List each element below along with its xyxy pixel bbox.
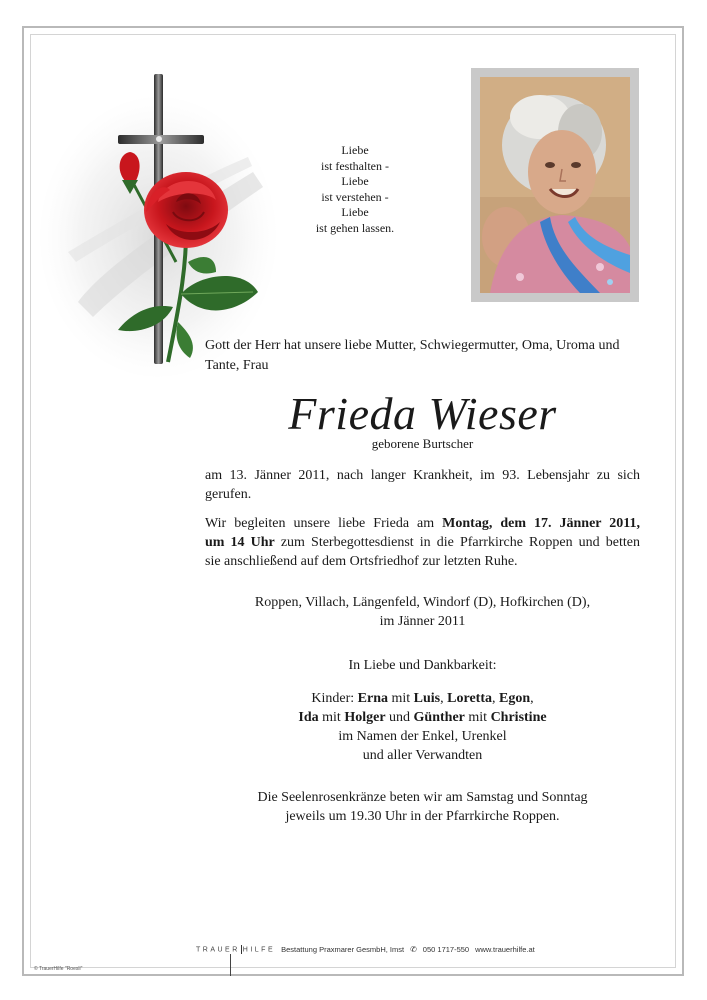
rosary-info [205,788,640,826]
poem-line: Liebe [341,205,369,219]
brand-left: TRAUER [196,945,240,953]
footer [196,942,535,956]
company-name: Bestattung Praxmarer GesmbH, Imst [281,944,405,954]
mourner-name: Ida [298,710,319,725]
poem-line: Liebe [341,143,369,157]
connector-text: mit [318,710,345,725]
funeral-paragraph [205,514,640,571]
poem-line: ist gehen lassen. [315,220,395,235]
mourners-list [205,689,640,765]
funeral-line-2 [205,533,640,552]
mourner-name: Loretta [447,691,492,706]
funeral-line-3: sie anschließend auf dem Ortsfriedhof zur letzten Ruhe. [205,554,518,569]
poem-line: Liebe [341,174,369,188]
mourners-line-2 [205,708,640,727]
death-line-2: gerufen. [205,487,252,502]
brand-right: HILFE [242,945,276,953]
mourner-name: Egon [498,691,531,706]
kinder-label: Kinder: [311,691,358,706]
phone-icon: ✆ [410,944,417,954]
funeral-time: um 14 Uhr [205,535,275,550]
website-link[interactable]: www.trauerhilfe.at [475,944,535,954]
deceased-name: Frieda Wieser [288,388,557,439]
mourners-line-1 [205,689,640,708]
poem [290,143,420,236]
brand-logo [196,945,275,954]
funeral-line-1 [205,514,640,533]
rosary-line-2: jeweils um 19.30 Uhr in der Pfarrkirche Roppen. [285,809,560,824]
brand-divider [241,945,242,954]
mourners-line-3: im Namen der Enkel, Urenkel [338,729,507,744]
connector-text: , [491,691,499,706]
connector-text: , [530,691,534,706]
places-line: Roppen, Villach, Längenfeld, Windorf (D), Hofkirchen (D), [254,595,591,610]
death-line-1: am 13. Jänner 2011, nach langer Krankheit, im 93. Lebensjahr zu sich [205,468,640,483]
mourner-name: Günther [413,710,465,725]
rosary-line-1: Die Seelenrosenkränze beten wir am Samstag und Sonntag [257,790,588,805]
mourner-name: Christine [490,710,547,725]
mourner-name: Erna [357,691,388,706]
portrait-photo-frame [471,68,639,302]
mourner-name: Holger [344,710,386,725]
poem-line: ist festhalten - [321,158,389,173]
funeral-text: zum Sterbegottesdienst in die Pfarrkirche Roppen und betten [274,535,640,550]
mourners-heading: In Liebe und Dankbarkeit: [348,658,497,673]
death-paragraph [205,466,640,504]
funeral-date: Montag, dem 17. Jänner 2011, [442,516,640,531]
portrait-photo [480,77,630,293]
connector-text: mit [388,691,414,706]
footer-tick [230,954,231,976]
mourner-name: Luis [413,691,441,706]
birth-name: geborene Burtscher [371,436,474,451]
phone-number[interactable]: 050 1717-550 [422,944,470,954]
intro-text: Gott der Herr hat unsere liebe Mutter, Schwiegermutter, Oma, Uroma und Tante, Frau [205,338,620,373]
connector-text: , [440,691,448,706]
connector-text: und [385,710,414,725]
funeral-text: Wir begleiten unsere liebe Frieda am [205,516,443,531]
poem-line: ist verstehen - [321,189,389,204]
mourners-line-4: und aller Verwandten [362,748,483,763]
connector-text: mit [464,710,491,725]
place-date [205,593,640,631]
date-line: im Jänner 2011 [379,614,466,629]
copyright-text: © TrauerHilfe "Roesli" [34,966,83,972]
